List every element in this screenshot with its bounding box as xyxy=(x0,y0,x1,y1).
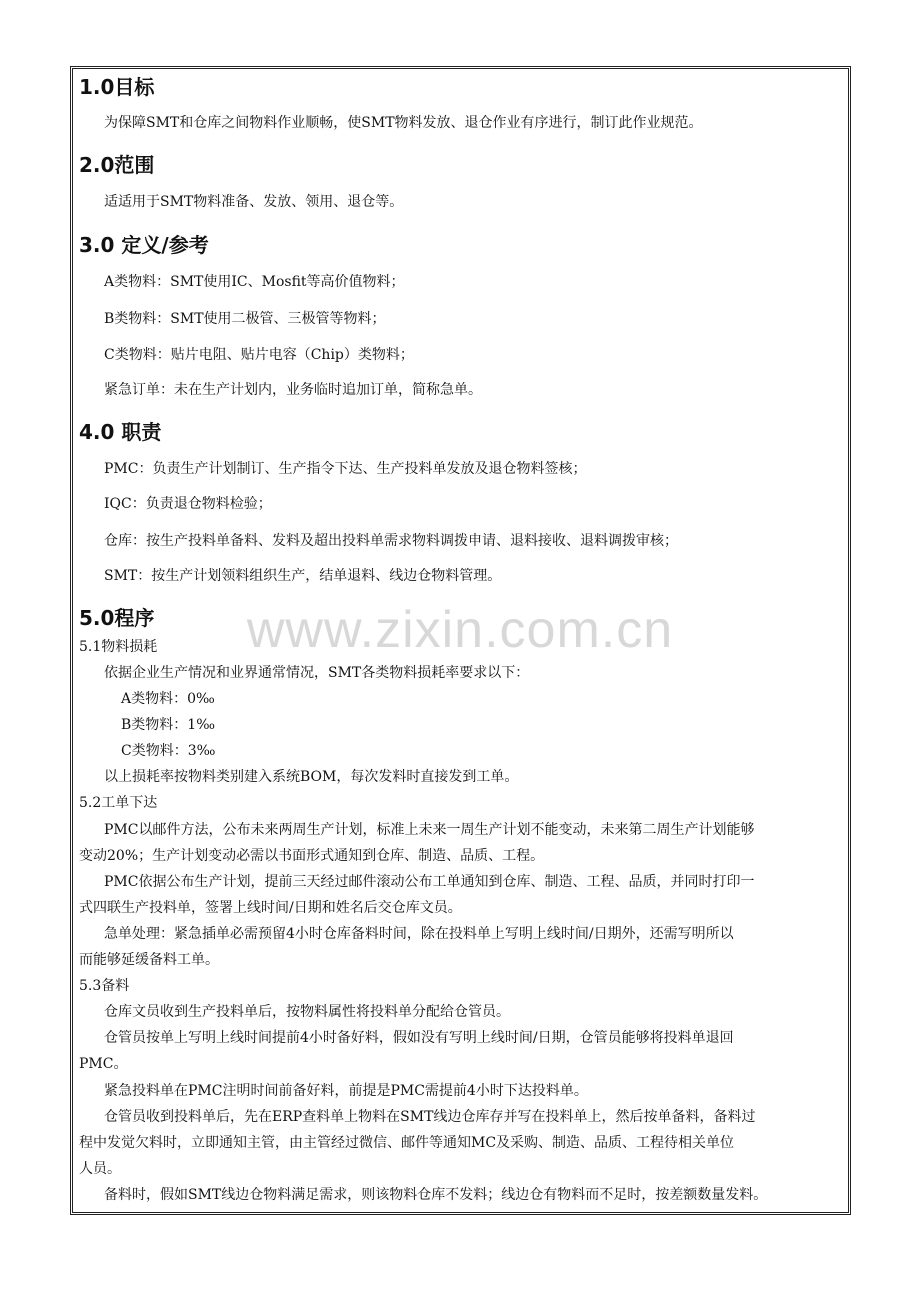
subsection-5-2-title: 5.2工单下达 xyxy=(79,795,158,811)
section-1-body: 为保障SMT和仓库之间物料作业顺畅，使SMT物料发放、退仓作业有序进行，制订此作业规范。 xyxy=(104,115,703,131)
section-1-heading: 1.0目标 xyxy=(79,75,155,99)
subsection-5-3-title: 5.3备料 xyxy=(79,978,130,994)
material-prep-line: 紧急投料单在PMC注明时间前备好料，前提是PMC需提前4小时下达投料单。 xyxy=(104,1083,588,1099)
material-prep-line: PMC。 xyxy=(79,1056,128,1072)
material-prep-line: 备料时，假如SMT线边仓物料满足需求，则该物料仓库不发料；线边仓有物料而不足时，按差额数量发料。 xyxy=(104,1187,768,1203)
loss-rate-item: B类物料：1‰ xyxy=(121,717,215,733)
definition-item: A类物料：SMT使用IC、Mosfit等高价值物料； xyxy=(104,274,405,290)
work-order-line: 变动20%；生产计划变动必需以书面形式通知到仓库、制造、品质、工程。 xyxy=(79,848,545,864)
responsibility-item: IQC：负责退仓物料检验； xyxy=(104,496,272,512)
material-prep-line: 程中发觉欠料时，立即通知主管，由主管经过微信、邮件等通知MC及采购、制造、品质、工程待相关单位 xyxy=(79,1135,735,1151)
definition-item: 紧急订单：未在生产计划内，业务临时追加订单，简称急单。 xyxy=(104,382,482,398)
material-prep-line: 仓库文员收到生产投料单后，按物料属性将投料单分配给仓管员。 xyxy=(104,1004,510,1020)
subsection-5-1-title: 5.1物料损耗 xyxy=(79,639,158,655)
material-prep-line: 人员。 xyxy=(79,1161,121,1177)
section-2-heading: 2.0范围 xyxy=(79,153,155,177)
responsibility-item: 仓库：按生产投料单备料、发料及超出投料单需求物料调拨申请、退料接收、退料调拨审核； xyxy=(104,533,678,549)
material-prep-line: 仓管员收到投料单后，先在ERP查料单上物料在SMT线边仓库存并写在投料单上，然后按单备料，备料过 xyxy=(104,1109,756,1125)
loss-intro: 依据企业生产情况和业界通常情况，SMT各类物料损耗率要求以下： xyxy=(104,665,530,681)
responsibility-item: SMT：按生产计划领料组织生产，结单退料、线边仓物料管理。 xyxy=(104,568,502,584)
work-order-line: PMC以邮件方法，公布未来两周生产计划，标准上未来一周生产计划不能变动，未来第二周生产计划能够 xyxy=(104,822,755,838)
definition-item: C类物料：贴片电阻、贴片电容（Chip）类物料； xyxy=(104,347,414,363)
work-order-line: 式四联生产投料单，签署上线时间/日期和姓名后交仓库文员。 xyxy=(79,900,462,916)
section-3-heading: 3.0 定义/参考 xyxy=(79,233,209,257)
section-4-heading: 4.0 职责 xyxy=(79,420,162,444)
loss-rate-item: A类物料：0‰ xyxy=(121,691,215,707)
work-order-line: PMC依据公布生产计划，提前三天经过邮件滚动公布工单通知到仓库、制造、工程、品质，并同时打印一 xyxy=(104,874,755,890)
section-2-body: 适适用于SMT物料准备、发放、领用、退仓等。 xyxy=(104,194,404,210)
watermark: www.zixin.com.cn xyxy=(246,601,674,659)
responsibility-item: PMC：负责生产计划制订、生产指令下达、生产投料单发放及退仓物料签核； xyxy=(104,461,587,477)
definition-item: B类物料：SMT使用二极管、三极管等物料； xyxy=(104,311,386,327)
section-5-heading: 5.0程序 xyxy=(79,606,155,630)
work-order-line: 急单处理：紧急插单必需预留4小时仓库备料时间，除在投料单上写明上线时间/日期外，还需写明所以 xyxy=(104,926,734,942)
loss-note: 以上损耗率按物料类别建入系统BOM，每次发料时直接发到工单。 xyxy=(104,769,519,785)
work-order-line: 而能够延缓备料工单。 xyxy=(79,952,219,968)
loss-rate-item: C类物料：3‰ xyxy=(121,743,216,759)
material-prep-line: 仓管员按单上写明上线时间提前4小时备好料，假如没有写明上线时间/日期，仓管员能够将投料单退回 xyxy=(104,1030,734,1046)
